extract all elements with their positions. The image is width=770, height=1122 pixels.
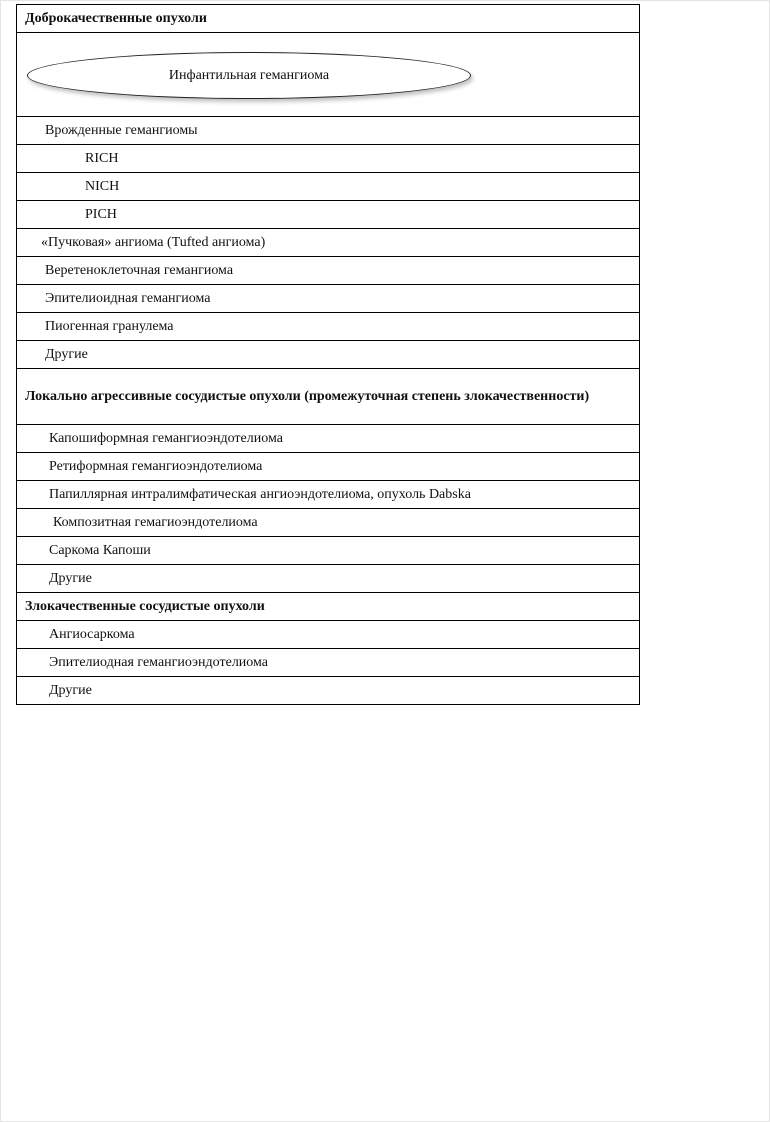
- list-item: Композитная гемагиоэндотелиома: [17, 509, 640, 537]
- list-item: Врожденные гемангиомы: [17, 117, 640, 145]
- section-heading-malignant: Злокачественные сосудистые опухоли: [17, 593, 640, 621]
- list-item: Другие: [17, 341, 640, 369]
- list-item: Капошиформная гемангиоэндотелиома: [17, 425, 640, 453]
- table-row: [17, 173, 640, 201]
- list-item: Ретиформная гемангиоэндотелиома: [17, 453, 640, 481]
- table-row: [17, 453, 640, 481]
- table-row: [17, 677, 640, 705]
- list-item: Пиогенная гранулема: [17, 313, 640, 341]
- list-item: Другие: [17, 677, 640, 705]
- table-row: [17, 481, 640, 509]
- list-item: Ангиосаркома: [17, 621, 640, 649]
- list-item: Веретеноклеточная гемангиома: [17, 257, 640, 285]
- highlighted-item-label: Инфантильная гемангиома: [168, 67, 330, 83]
- table-row: [17, 425, 640, 453]
- table-row: [17, 649, 640, 677]
- table-row: [17, 257, 640, 285]
- list-subitem: NICH: [17, 173, 640, 201]
- table-row: [17, 145, 640, 173]
- vascular-tumor-classification-table: [16, 4, 640, 705]
- table-row: [17, 369, 640, 425]
- table-row: [17, 313, 640, 341]
- table-row: [17, 593, 640, 621]
- highlight-cell: [17, 33, 640, 117]
- list-item: Другие: [17, 565, 640, 593]
- table-row: [17, 509, 640, 537]
- table-row: [17, 229, 640, 257]
- list-item: Саркома Капоши: [17, 537, 640, 565]
- list-subitem: PICH: [17, 201, 640, 229]
- list-item: «Пучковая» ангиома (Tufted ангиома): [17, 229, 640, 257]
- list-item: Эпителиодная гемангиоэндотелиома: [17, 649, 640, 677]
- list-item: Папиллярная интралимфатическая ангиоэндотелиома, опухоль Dabska: [17, 481, 640, 509]
- list-item: Эпителиоидная гемангиома: [17, 285, 640, 313]
- table-row: [17, 537, 640, 565]
- section-heading-benign: Доброкачественные опухоли: [17, 5, 640, 33]
- table-row: [17, 117, 640, 145]
- table-row: [17, 33, 640, 117]
- table-row: [17, 285, 640, 313]
- section-heading-locally-aggressive: Локально агрессивные сосудистые опухоли (промежуточная степень злокачественности): [17, 369, 640, 425]
- table-row: [17, 621, 640, 649]
- table-row: [17, 201, 640, 229]
- list-subitem: RICH: [17, 145, 640, 173]
- table-row: [17, 341, 640, 369]
- table-row: [17, 5, 640, 33]
- table-row: [17, 565, 640, 593]
- infantile-hemangioma-ellipse: [27, 52, 471, 99]
